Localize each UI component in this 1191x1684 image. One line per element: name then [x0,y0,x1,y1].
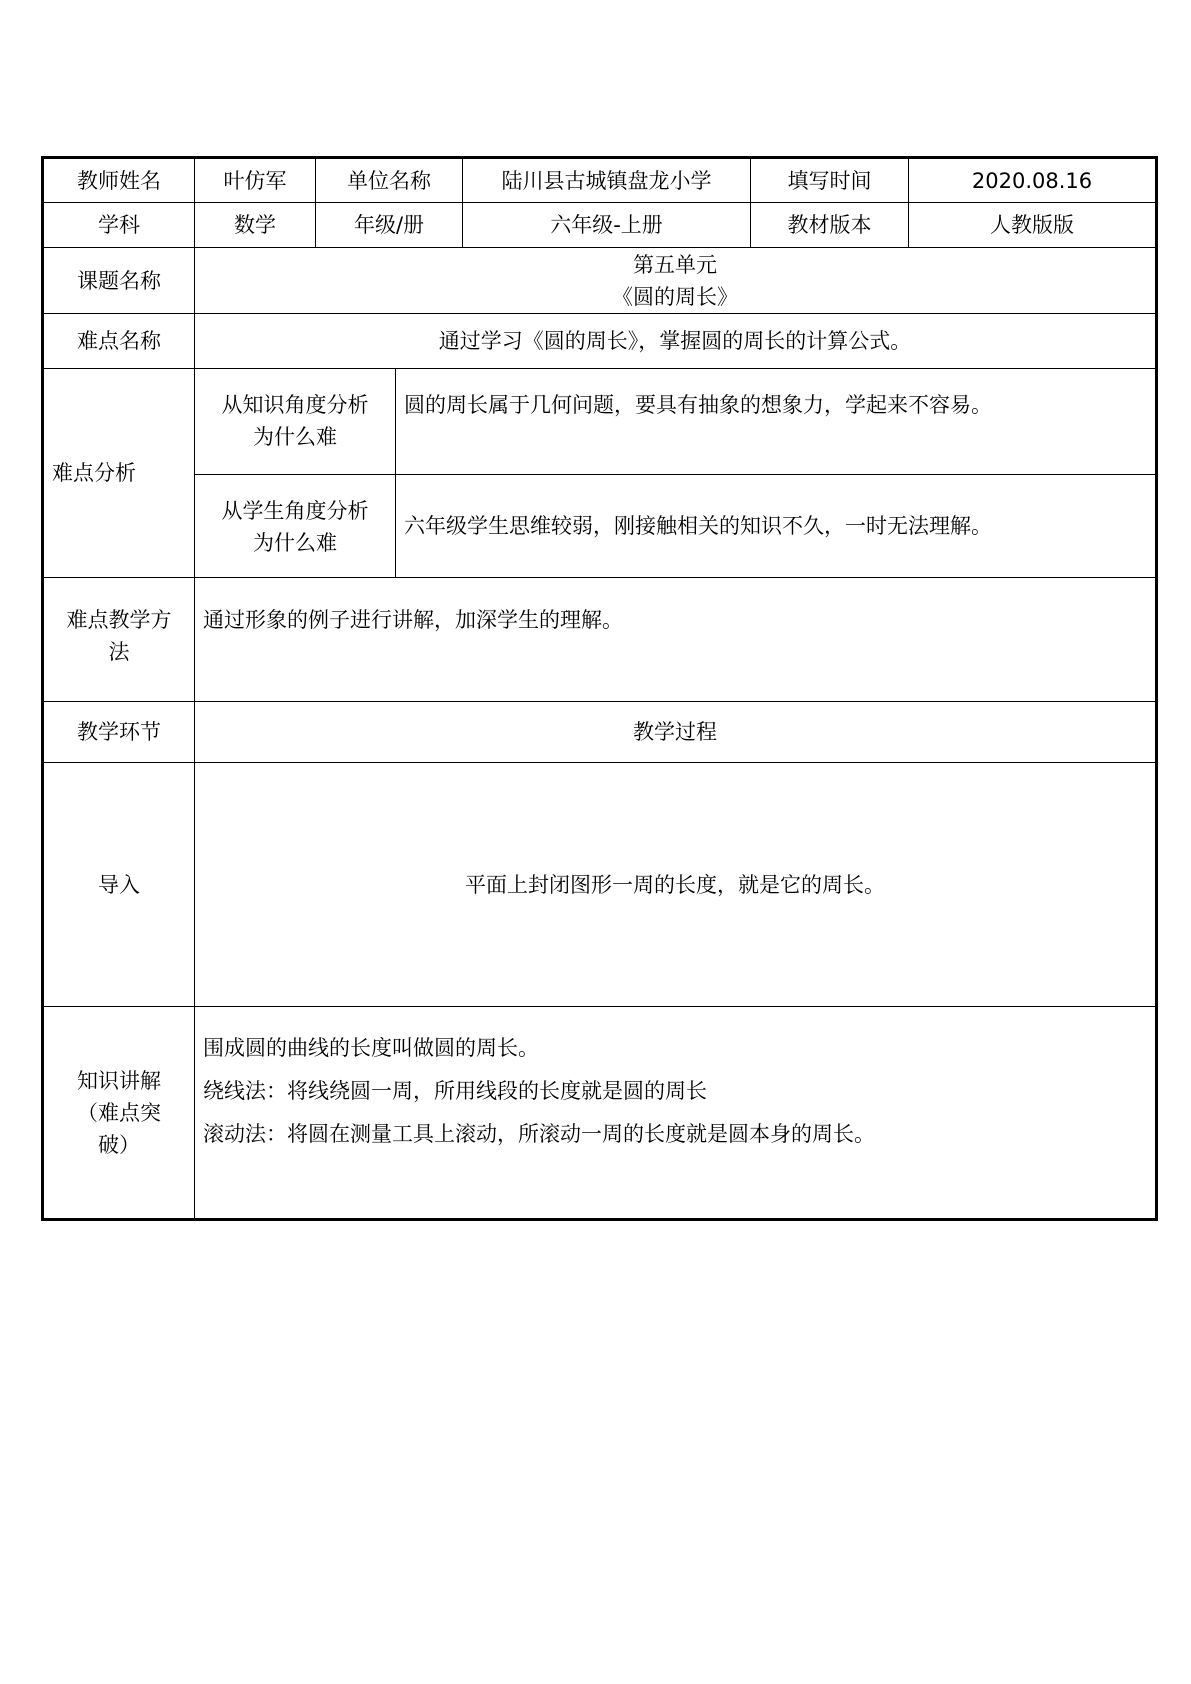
unit-name-label: 单位名称 [316,158,463,203]
edition-label: 教材版本 [751,203,909,248]
lesson-title-line-2: 《圆的周长》 [612,284,738,309]
difficulty-label: 难点名称 [43,314,195,369]
analysis-knowledge-label [195,369,396,475]
knowledge-label-line-1: 知识讲解 [77,1068,161,1093]
lesson-title-row [43,248,1157,314]
method-row [43,578,1157,702]
analysis-student-label-line-2: 为什么难 [253,531,337,555]
analysis-student-row [43,475,1157,578]
analysis-label: 难点分析 [43,369,195,578]
knowledge-line: 围成圆的曲线的长度叫做圆的周长。 [203,1036,539,1060]
unit-name-value: 陆川县古城镇盘龙小学 [463,158,751,203]
lesson-title-label: 课题名称 [43,248,195,314]
analysis-knowledge-row [43,369,1157,475]
knowledge-line: 滚动法：将圆在测量工具上滚动，所滚动一周的长度就是圆本身的周长。 [203,1122,875,1146]
process-header-row [43,702,1157,763]
header-row-1 [43,158,1157,203]
fill-date-label: 填写时间 [751,158,909,203]
knowledge-line: 绕线法：将线绕圆一周，所用线段的长度就是圆的周长 [203,1079,707,1103]
grade-value: 六年级-上册 [463,203,751,248]
teacher-name-value: 叶仿军 [195,158,316,203]
intro-value: 平面上封闭图形一周的长度，就是它的周长。 [195,763,1157,1007]
analysis-student-value: 六年级学生思维较弱，刚接触相关的知识不久，一时无法理解。 [396,475,1157,578]
subject-label: 学科 [43,203,195,248]
knowledge-value [195,1007,1157,1220]
method-label-line-1: 难点教学方 [66,608,172,632]
intro-label: 导入 [43,763,195,1007]
subject-value: 数学 [195,203,316,248]
difficulty-row [43,314,1157,369]
intro-row [43,763,1157,1007]
knowledge-row [43,1007,1157,1220]
fill-date-value: 2020.08.16 [909,158,1157,203]
method-label [43,578,195,702]
analysis-student-label [195,475,396,578]
method-value: 通过形象的例子进行讲解，加深学生的理解。 [195,578,1157,702]
analysis-student-label-line-1: 从学生角度分析 [221,499,369,523]
analysis-knowledge-label-line-1: 从知识角度分析 [221,393,369,417]
teaching-process-label: 教学过程 [195,702,1157,763]
teacher-name-label: 教师姓名 [43,158,195,203]
lesson-title-line-1: 第五单元 [633,252,717,277]
knowledge-label-line-3: 破） [98,1132,140,1157]
grade-label: 年级/册 [316,203,463,248]
analysis-knowledge-label-line-2: 为什么难 [253,425,337,449]
analysis-knowledge-value: 圆的周长属于几何问题，要具有抽象的想象力，学起来不容易。 [396,369,1157,475]
lesson-plan-table [41,156,1158,1221]
lesson-title-value [195,248,1157,314]
edition-value: 人教版版 [909,203,1157,248]
header-row-2 [43,203,1157,248]
teaching-stage-label: 教学环节 [43,702,195,763]
method-label-line-2: 法 [108,640,130,664]
knowledge-label [43,1007,195,1220]
difficulty-value: 通过学习《圆的周长》，掌握圆的周长的计算公式。 [195,314,1157,369]
knowledge-label-line-2: （难点突 [77,1100,161,1125]
